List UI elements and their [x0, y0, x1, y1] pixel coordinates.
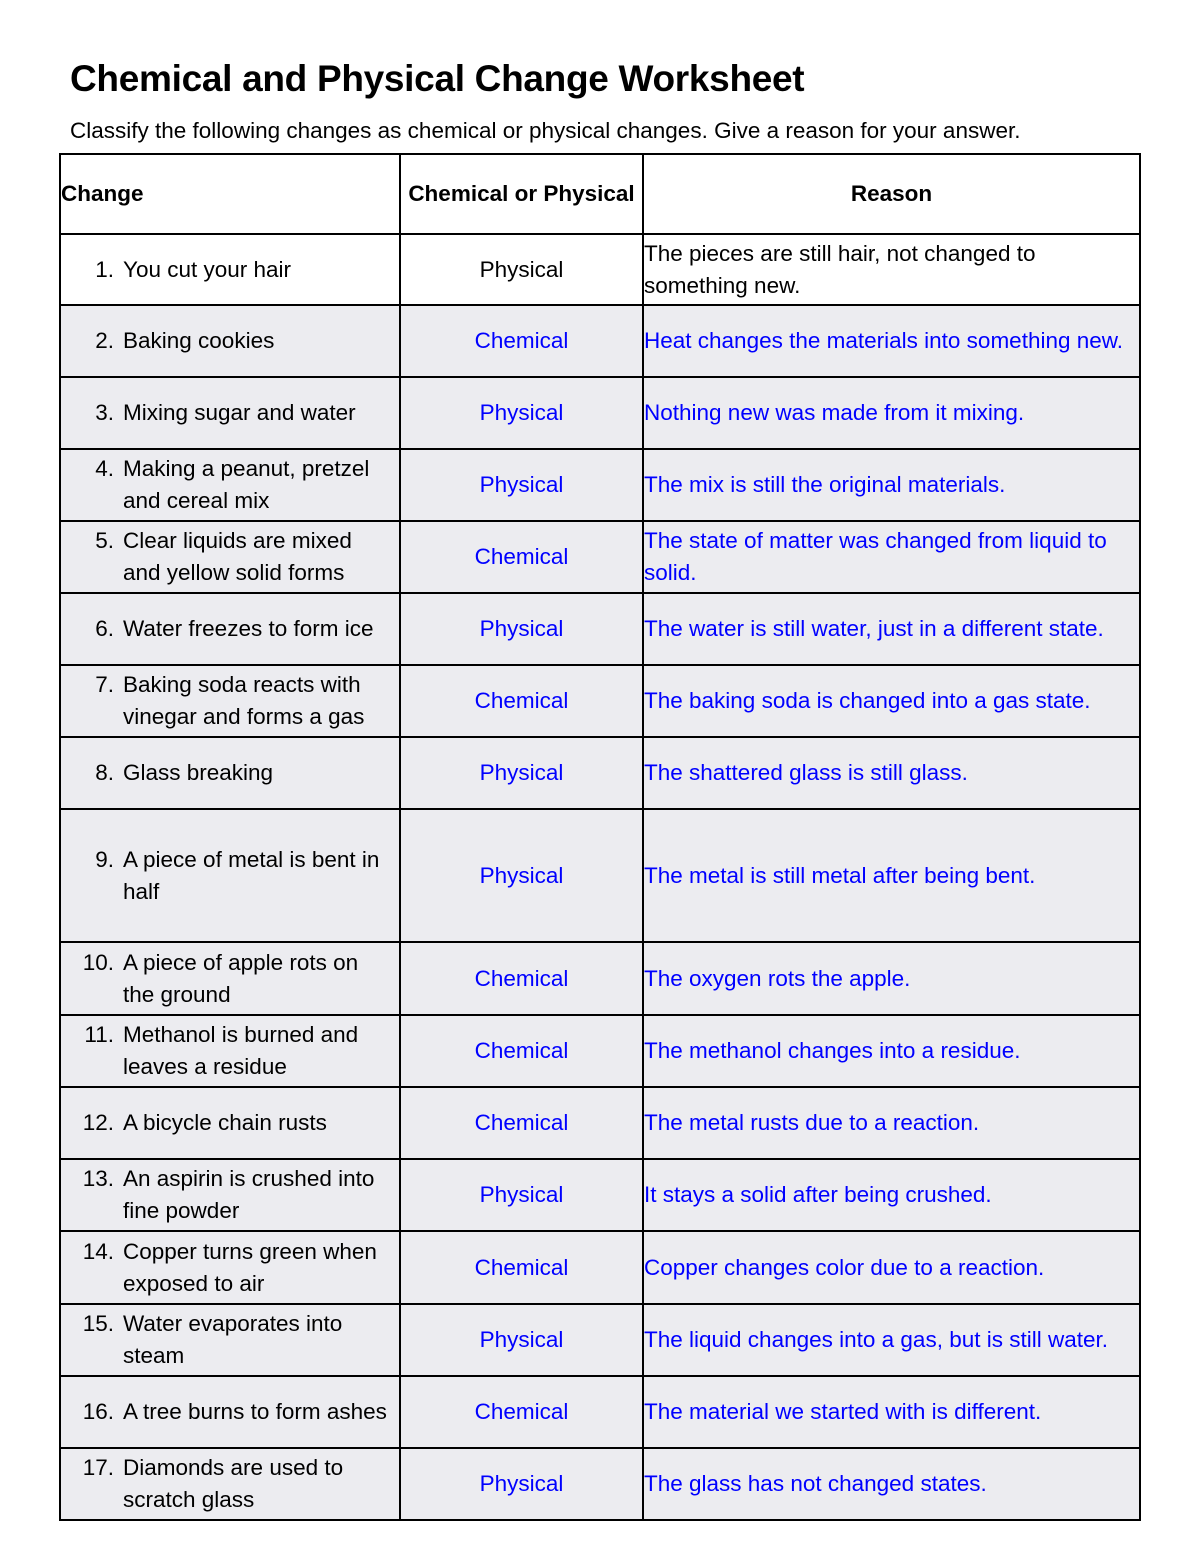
classification-cell: Physical — [400, 449, 643, 521]
table-row — [60, 737, 1140, 809]
row-number: 12. — [82, 1110, 114, 1135]
reason-cell: Heat changes the materials into something new. — [643, 305, 1140, 377]
classification-cell: Chemical — [400, 1087, 643, 1159]
worksheet-title: Chemical and Physical Change Worksheet — [70, 58, 805, 99]
reason-cell: Copper changes color due to a reaction. — [643, 1231, 1140, 1304]
row-number: 3. — [95, 400, 114, 425]
table-row — [60, 234, 1140, 305]
change-cell — [60, 1015, 400, 1087]
reason-cell: The pieces are still hair, not changed to something new. — [643, 234, 1140, 305]
change-cell — [60, 665, 400, 737]
change-text: Diamonds are used to scratch glass — [123, 1455, 344, 1512]
change-cell — [60, 593, 400, 665]
table-row — [60, 665, 1140, 737]
row-number: 9. — [95, 846, 114, 872]
change-text: Mixing sugar and water — [123, 400, 356, 425]
change-text: Glass breaking — [123, 760, 274, 785]
reason-cell: The glass has not changed states. — [643, 1448, 1140, 1520]
table-row — [60, 305, 1140, 377]
change-cell — [60, 1448, 400, 1520]
change-cell — [60, 942, 400, 1015]
row-number: 10. — [82, 949, 114, 975]
classification-cell: Physical — [400, 1304, 643, 1376]
table-row — [60, 1087, 1140, 1159]
header-row — [60, 154, 1140, 234]
change-text: Water freezes to form ice — [123, 616, 374, 641]
reason-cell: The mix is still the original materials. — [643, 449, 1140, 521]
change-cell — [60, 377, 400, 449]
table-row — [60, 1159, 1140, 1231]
change-text: A piece of metal is bent in half — [123, 846, 380, 904]
reason-cell: The shattered glass is still glass. — [643, 737, 1140, 809]
row-number: 8. — [95, 760, 114, 785]
instructions: Classify the following changes as chemical or physical changes. Give a reason for your answer. — [70, 118, 1021, 143]
change-cell — [60, 737, 400, 809]
reason-cell: The metal rusts due to a reaction. — [643, 1087, 1140, 1159]
classification-cell: Physical — [400, 593, 643, 665]
table-row — [60, 521, 1140, 593]
change-text: A tree burns to form ashes — [123, 1399, 387, 1424]
header-chemical-or-physical: Chemical or Physical — [400, 154, 643, 234]
worksheet-table — [59, 153, 1141, 1521]
reason-cell: The baking soda is changed into a gas state. — [643, 665, 1140, 737]
reason-cell: Nothing new was made from it mixing. — [643, 377, 1140, 449]
change-text: Copper turns green when exposed to air — [123, 1238, 377, 1296]
row-number: 2. — [95, 328, 114, 353]
change-cell — [60, 1231, 400, 1304]
row-number: 14. — [82, 1238, 114, 1264]
row-number: 13. — [82, 1166, 114, 1191]
row-number: 4. — [95, 456, 114, 481]
classification-cell: Chemical — [400, 665, 643, 737]
header-change: Change — [60, 154, 400, 234]
table-row — [60, 377, 1140, 449]
row-number: 16. — [82, 1399, 114, 1424]
reason-cell: The material we started with is different. — [643, 1376, 1140, 1448]
reason-cell: The oxygen rots the apple. — [643, 942, 1140, 1015]
change-cell — [60, 521, 400, 593]
row-number: 6. — [95, 616, 114, 641]
row-number: 1. — [95, 256, 114, 282]
change-text: A piece of apple rots on the ground — [123, 949, 359, 1007]
change-text: Making a peanut, pretzel and cereal mix — [123, 456, 370, 513]
change-cell — [60, 1304, 400, 1376]
classification-cell: Physical — [400, 1448, 643, 1520]
reason-cell: The water is still water, just in a different state. — [643, 593, 1140, 665]
classification-cell: Chemical — [400, 521, 643, 593]
classification-cell: Physical — [400, 234, 643, 305]
table-row — [60, 1231, 1140, 1304]
row-number: 17. — [82, 1455, 114, 1480]
classification-cell: Physical — [400, 737, 643, 809]
classification-cell: Physical — [400, 1159, 643, 1231]
change-cell — [60, 1376, 400, 1448]
classification-cell: Chemical — [400, 942, 643, 1015]
change-cell — [60, 305, 400, 377]
classification-cell: Chemical — [400, 1015, 643, 1087]
change-cell — [60, 234, 400, 305]
row-number: 7. — [95, 672, 114, 697]
change-text: A bicycle chain rusts — [123, 1110, 327, 1135]
row-number: 5. — [95, 528, 114, 553]
classification-cell: Physical — [400, 377, 643, 449]
change-cell — [60, 449, 400, 521]
change-text: Clear liquids are mixed and yellow solid forms — [123, 528, 352, 585]
classification-cell: Chemical — [400, 305, 643, 377]
reason-cell: The metal is still metal after being bent. — [643, 809, 1140, 942]
table-row — [60, 1015, 1140, 1087]
change-cell — [60, 1087, 400, 1159]
table-row — [60, 1448, 1140, 1520]
reason-cell: The state of matter was changed from liquid to solid. — [643, 521, 1140, 593]
classification-cell: Chemical — [400, 1376, 643, 1448]
table-row — [60, 449, 1140, 521]
table-row — [60, 593, 1140, 665]
change-text: An aspirin is crushed into fine powder — [123, 1166, 375, 1223]
change-text: Baking soda reacts with vinegar and forms a gas — [123, 672, 365, 729]
reason-cell: It stays a solid after being crushed. — [643, 1159, 1140, 1231]
classification-cell: Chemical — [400, 1231, 643, 1304]
table-row — [60, 809, 1140, 942]
classification-cell: Physical — [400, 809, 643, 942]
table-row — [60, 1304, 1140, 1376]
row-number: 11. — [84, 1022, 114, 1047]
change-text: Baking cookies — [123, 328, 275, 353]
header-reason: Reason — [643, 154, 1140, 234]
table-row — [60, 1376, 1140, 1448]
change-text: You cut your hair — [123, 256, 292, 282]
table-row — [60, 942, 1140, 1015]
change-text: Water evaporates into steam — [123, 1311, 343, 1368]
row-number: 15. — [82, 1311, 114, 1336]
change-text: Methanol is burned and leaves a residue — [123, 1022, 359, 1079]
change-cell — [60, 1159, 400, 1231]
reason-cell: The liquid changes into a gas, but is still water. — [643, 1304, 1140, 1376]
reason-cell: The methanol changes into a residue. — [643, 1015, 1140, 1087]
change-cell — [60, 809, 400, 942]
